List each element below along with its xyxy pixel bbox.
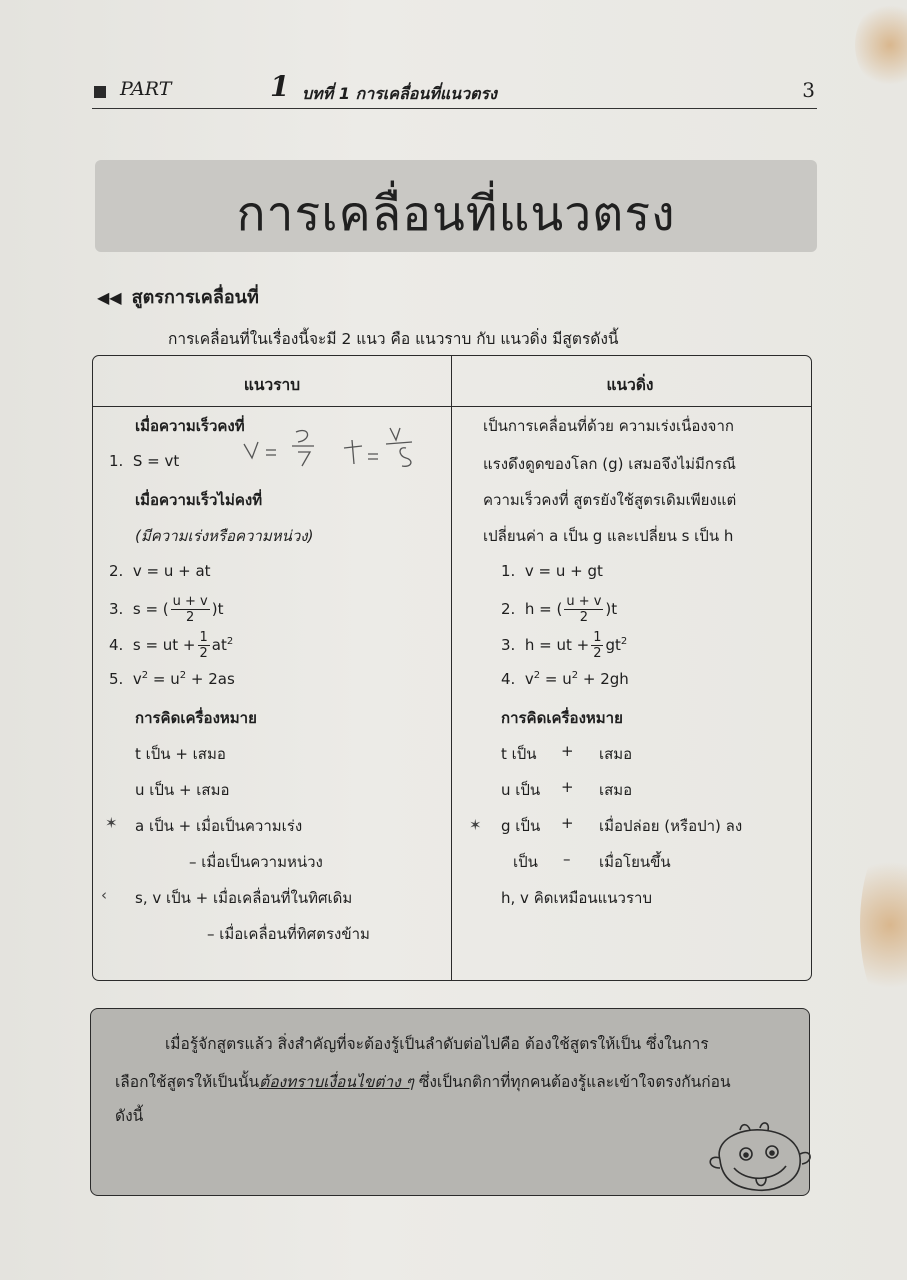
intro-text: การเคลื่อนที่ในเรื่องนี้จะมี 2 แนว คือ แนวราบ กับ แนวดิ่ง มีสูตรดังนี้ xyxy=(168,330,619,348)
page-stain xyxy=(855,0,907,90)
sign-rule-condition: เมื่อโยนขึ้น xyxy=(599,853,671,871)
sign-rule: a เป็น + เมื่อเป็นความเร่ง xyxy=(135,817,303,835)
formula-part: gt xyxy=(605,636,621,654)
handwritten-formula-sketch xyxy=(240,420,430,470)
formula-row xyxy=(109,562,211,580)
formula-part: )t xyxy=(605,600,618,618)
formula-part: v xyxy=(524,670,534,688)
note-line: ดังนี้ xyxy=(115,1107,144,1125)
note-line: เมื่อรู้จักสูตรแล้ว สิ่งสำคัญที่จะต้องรู้เป็นลำดับต่อไปคือ ต้องใช้สูตรให้เป็น ซึ่งในการ xyxy=(165,1035,709,1053)
formula-number: 3. xyxy=(501,636,516,654)
sign-rule-term: g เป็น xyxy=(501,817,541,835)
sign-rule-term: u เป็น xyxy=(501,781,541,799)
fraction xyxy=(591,630,603,661)
formula-number: 2. xyxy=(501,600,516,618)
description-line: เป็นการเคลื่อนที่ด้วย ความเร่งเนื่องจาก xyxy=(483,417,734,435)
formula-part: = u xyxy=(148,670,180,688)
formula-number: 4. xyxy=(109,636,124,654)
formula-part: + 2as xyxy=(186,670,235,688)
table-column-divider xyxy=(451,356,452,980)
exponent: 2 xyxy=(179,670,187,681)
description-line: เปลี่ยนค่า a เป็น g และเปลี่ยน s เป็น h xyxy=(483,527,734,545)
title-banner xyxy=(95,160,817,252)
formula-row xyxy=(109,630,233,661)
note-line xyxy=(115,1069,731,1094)
exponent: 2 xyxy=(533,670,541,681)
pen-tick-mark-icon: ‹ xyxy=(101,886,107,904)
denominator: 2 xyxy=(199,646,208,661)
formula-part: v xyxy=(132,670,142,688)
formula-number: 1. xyxy=(501,562,516,580)
formula-row xyxy=(501,630,627,661)
part-number: 1 xyxy=(270,70,290,103)
sign-rule: t เป็น + เสมอ xyxy=(135,745,226,763)
sign-convention-heading: การคิดเครื่องหมาย xyxy=(501,709,623,727)
sign-rule-condition: เมื่อปล่อย (หรือปา) ลง xyxy=(599,817,743,835)
note-text: เลือกใช้สูตรให้เป็นนั้น xyxy=(115,1073,260,1091)
sign-rule-sign: – xyxy=(563,850,571,868)
formula-row xyxy=(109,452,179,470)
note-emphasis: ต้องทราบเงื่อนไขต่าง ๆ xyxy=(259,1073,414,1091)
page-stain xyxy=(860,840,907,1010)
sign-rule-term: t เป็น xyxy=(501,745,537,763)
sign-rule-term: เป็น xyxy=(513,853,538,871)
formula: v = u + at xyxy=(132,562,211,580)
formula-number: 3. xyxy=(109,600,124,618)
cartoon-face-icon xyxy=(700,1120,820,1200)
constant-velocity-heading: เมื่อความเร็วคงที่ xyxy=(135,417,245,435)
page-number: 3 xyxy=(802,78,815,102)
column-header-vertical: แนวดิ่ง xyxy=(606,376,654,394)
formula-row xyxy=(109,670,235,688)
formula-part: + 2gh xyxy=(578,670,629,688)
numerator: u + v xyxy=(566,594,602,609)
formula-number: 2. xyxy=(109,562,124,580)
formula-part: )t xyxy=(211,600,224,618)
description-line: แรงดึงดูดของโลก (g) เสมอจึงไม่มีกรณี xyxy=(483,455,736,473)
exponent: 2 xyxy=(226,636,234,647)
formula-number: 4. xyxy=(501,670,516,688)
sign-rule-condition: เสมอ xyxy=(599,745,633,763)
part-label: PART xyxy=(120,78,172,100)
formula-part: h = ( xyxy=(524,600,563,618)
exponent: 2 xyxy=(620,636,628,647)
formula-number: 5. xyxy=(109,670,124,688)
formula-part: h = ut + xyxy=(524,636,590,654)
formula-row xyxy=(501,594,617,625)
fraction xyxy=(564,594,603,625)
pen-star-mark-icon: ✶ xyxy=(469,816,482,834)
section-title: สูตรการเคลื่อนที่ xyxy=(131,287,259,308)
formula-part: s = ut + xyxy=(132,636,196,654)
denominator: 2 xyxy=(579,610,589,625)
variable-velocity-note: (มีความเร่งหรือความหน่วง) xyxy=(135,527,314,545)
formula-row xyxy=(109,594,223,625)
numerator: u + v xyxy=(172,594,208,609)
numerator: 1 xyxy=(593,630,602,645)
formula: S = vt xyxy=(132,452,180,470)
formula-part: s = ( xyxy=(132,600,169,618)
formula-row xyxy=(501,670,629,688)
section-heading xyxy=(97,282,259,311)
denominator: 2 xyxy=(593,646,602,661)
sign-rule: – เมื่อเป็นความหน่วง xyxy=(189,853,323,871)
exponent: 2 xyxy=(141,670,149,681)
chapter-title: บทที่ 1 การเคลื่อนที่แนวตรง xyxy=(302,84,497,103)
pen-star-mark-icon: ✶ xyxy=(105,814,118,832)
formula-number: 1. xyxy=(109,452,124,470)
sign-rule-sign: + xyxy=(561,778,574,796)
fraction xyxy=(171,594,210,625)
running-header xyxy=(92,70,817,109)
double-arrow-icon: ◀◀ xyxy=(97,288,122,307)
exponent: 2 xyxy=(571,670,579,681)
formula-table xyxy=(92,355,812,981)
sign-rule-sign: + xyxy=(561,742,574,760)
numerator: 1 xyxy=(199,630,208,645)
description-line: ความเร็วคงที่ สูตรยังใช้สูตรเดิมเพียงแต่ xyxy=(483,491,737,509)
formula-part: at xyxy=(211,636,227,654)
sign-rule-condition: เสมอ xyxy=(599,781,633,799)
square-bullet-icon xyxy=(94,86,106,98)
sign-rule: h, v คิดเหมือนแนวราบ xyxy=(501,889,652,907)
sign-rule: s, v เป็น + เมื่อเคลื่อนที่ในทิศเดิม xyxy=(135,889,353,907)
formula-part: = u xyxy=(540,670,572,688)
fraction xyxy=(198,630,210,661)
sign-rule: u เป็น + เสมอ xyxy=(135,781,230,799)
page-title: การเคลื่อนที่แนวตรง xyxy=(236,186,676,242)
sign-convention-heading: การคิดเครื่องหมาย xyxy=(135,709,257,727)
formula: v = u + gt xyxy=(524,562,603,580)
sign-rule: – เมื่อเคลื่อนที่ทิศตรงข้าม xyxy=(207,925,370,943)
variable-velocity-heading: เมื่อความเร็วไม่คงที่ xyxy=(135,491,263,509)
denominator: 2 xyxy=(186,610,195,625)
column-header-horizontal: แนวราบ xyxy=(243,376,301,394)
formula-row xyxy=(501,562,603,580)
sign-rule-sign: + xyxy=(561,814,574,832)
table-header-divider xyxy=(93,406,811,407)
note-text: ซึ่งเป็นกติกาที่ทุกคนต้องรู้และเข้าใจตรงกันก่อน xyxy=(413,1073,731,1091)
